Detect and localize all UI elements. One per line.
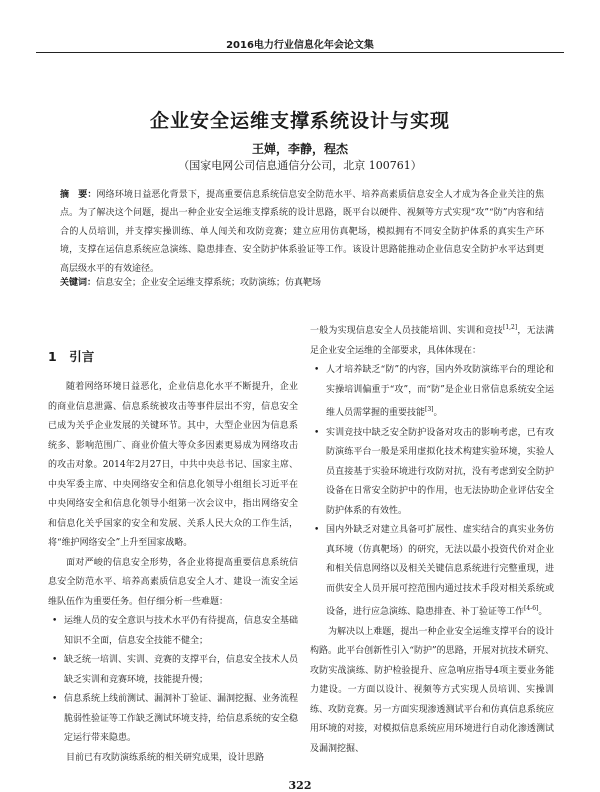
bullet-icon: • [52, 694, 58, 704]
bullet-icon: • [314, 525, 320, 535]
page-number: 322 [288, 779, 312, 792]
right-paragraph-1: 一般为实现信息安全人员技能培训、实训和竞技[1,2]，无法满足企业安全运维的全部要求，具体体现在： [310, 324, 554, 356]
left-column [48, 378, 298, 768]
list-item: • 国内外缺乏对建立具备可扩展性、虚实结合的真实业务仿真环境（仿真靶场）的研究，无法以最小投资代价对企业和相关信息网络以及相关关键信息系统进行完整重现，进而供安全人员开展可控范围内通过技术手段对相关系统或设备，进行应急演练、隐患排查、补丁验证等工作[4-6]。 [310, 521, 554, 623]
paper-title: 企业安全运维支撑系统设计与实现 [149, 110, 450, 132]
abstract-text: 网络环境日益恶化背景下，提高重要信息系统信息安全防范水平、培养高素质信息安全人才成为各企业关注的焦点。为了解决这个问题，提出一种企业安全运维支撑系统的设计思路，既平台以硬件、视频等方式实现“攻”“防”内容和结合的人员培训，并支撑实操训练、单人闯关和攻防竞赛；建立应用仿真靶场，模拟拥有不同安全防护体系的真实生产环境，支撑在运信息系统应急演练、隐患排查、安全防护体系验证等工作。该设计思路能推动企业信息安全防护水平达到更高层级水平的有效途径。 [60, 190, 544, 274]
bullet-icon: • [52, 616, 58, 626]
citation: [3] [425, 406, 434, 413]
list-item: • 信息系统上线前测试、漏洞补丁验证、漏洞挖掘、业务流程脆弱性验证等工作缺乏测试环境支持，给信息系统的安全稳定运行带来隐患。 [48, 690, 298, 749]
list-item: • 运维人员的安全意识与技术水平仍有待提高，信息安全基础知识不全面，信息安全技能不健全； [48, 612, 298, 651]
keywords-label: 关键词： [60, 278, 97, 288]
keywords [60, 276, 544, 290]
paper-affiliation: （国家电网公司信息通信分公司，北京 100761） [178, 159, 422, 172]
abstract-label: 摘 要： [60, 190, 97, 200]
citation: [1,2] [502, 324, 518, 331]
paper-authors: 王婵，李静，程杰 [251, 142, 348, 156]
list-item: • 缺乏统一培训、实训、竞赛的支撑平台，信息安全技术人员缺乏实训和竞赛环境，技能提升慢； [48, 651, 298, 690]
section-heading-intro: 1 引言 [48, 349, 95, 364]
keywords-text: 信息安全；企业安全运维支撑系统；攻防演练；仿真靶场 [96, 278, 322, 288]
abstract [60, 186, 544, 278]
left-paragraph-3: 目前已有攻防演练系统的相关研究成果，设计思路 [66, 752, 265, 763]
bullet-icon: • [52, 655, 58, 665]
right-paragraph-2: 为解决以上难题，提出一种企业安全运维支撑平台的设计构路。此平台创新性引入“防护”的思路，开展对抗技术研究、攻防实战演练、防护检验提升、应急响应指导4项主要业务能力建设。一方面以设计、视频等方式实现人员培训、实操训练、攻防竞赛。另一方面实现渗透测试平台和仿真信息系统应用环境的对接，对模拟信息系统应用环境进行自动化渗透测试及漏洞挖掘、 [310, 626, 554, 754]
bullet-icon: • [314, 365, 320, 375]
left-paragraph-2: 面对严峻的信息安全形势，各企业将提高重要信息系统信息安全防范水平、培养高素质信息安全人才、建设一流安全运维队伍作为重要任务。但仔细分析一些难题： [48, 557, 298, 607]
right-bullet-list [310, 361, 554, 623]
right-column [310, 318, 554, 759]
list-item: • 人才培养缺乏“防”的内容，国内外攻防演练平台的理论和实操培训偏重于“攻”，而“防”是企业日常信息系统安全运维人员需掌握的重要技能[3]。 [310, 361, 554, 424]
left-bullet-list [48, 612, 298, 749]
list-item: • 实训竞技中缺乏安全防护设备对攻击的影响考虑，已有攻防演练平台一般是采用虚拟化技术构建实验环境，实验人员直接基于实验环境进行攻防对抗，没有考虑到安全防护设备在日常安全防护中的作用，也无法协助企业评估安全防护体系的有效性。 [310, 424, 554, 522]
citation: [4-6] [524, 605, 539, 612]
header-rule [36, 52, 564, 53]
bullet-icon: • [314, 427, 320, 438]
running-header: 2016电力行业信息化年会论文集 [226, 40, 374, 51]
left-paragraph-1: 随着网络环境日益恶化，企业信息化水平不断提升，企业的商业信息泄露、信息系统被攻击等事件层出不穷，信息安全已成为关乎企业发展的关键环节。其中，大型企业因为信息系统多、影响范围广、商业价值大等众多因素更易成为网络攻击的攻击对象。2014年2月27日，中共中央总书记、国家主席、中央军委主席、中央网络安全和信息化领导小组组长习近平在中央网络安全和信息化领导小组第一次会议中，指出网络安全和信息化关乎国家的安全和发展、关系人民大众的工作生活，将“维护网络安全”上升至国家战略。 [48, 382, 298, 548]
